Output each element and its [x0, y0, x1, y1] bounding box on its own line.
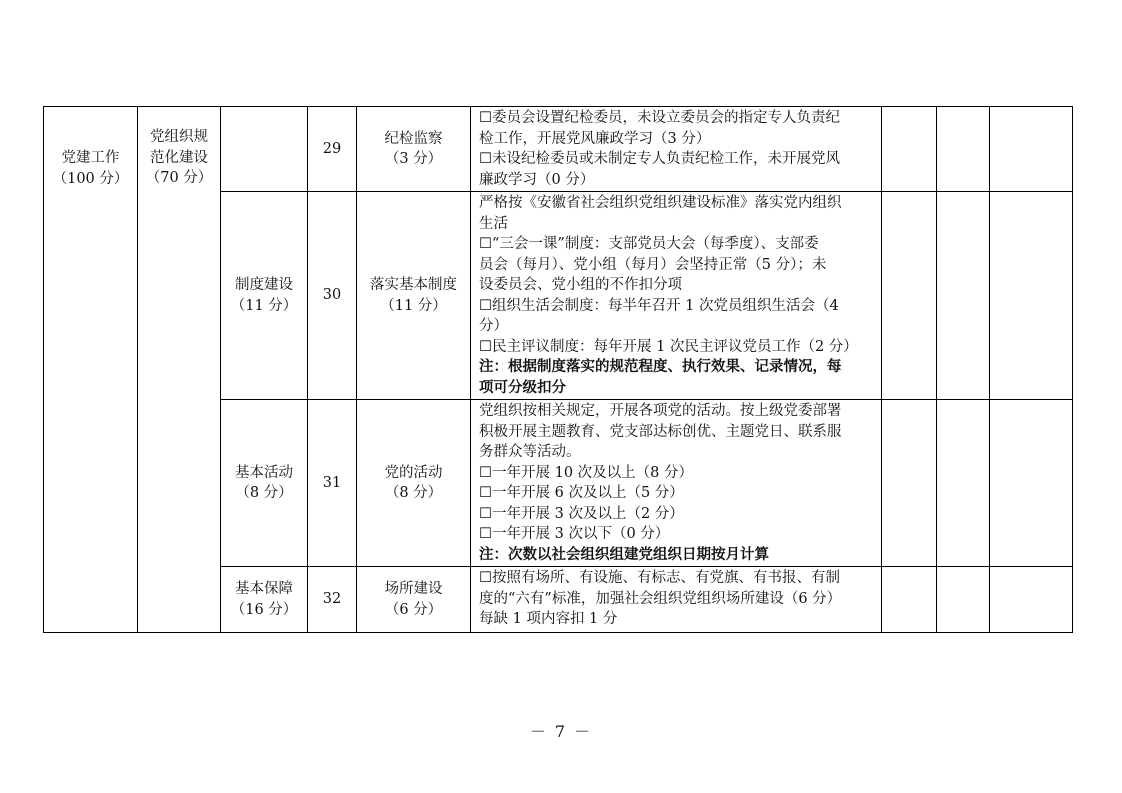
- item-score: （8 分）: [384, 485, 443, 501]
- criteria-cell: [471, 107, 882, 192]
- subcategory-cell: [138, 107, 221, 633]
- score-cell-self: [882, 107, 937, 192]
- criteria-line: ☐民主评议制度：每年开展 1 次民主评议党员工作（2 分）: [479, 338, 858, 355]
- criteria-line: 生活: [479, 215, 508, 232]
- criteria-line: 廉政学习（0 分）: [479, 171, 595, 188]
- section-cell: [221, 107, 308, 192]
- criteria-cell: [471, 192, 882, 400]
- section-cell: [221, 192, 308, 400]
- criteria-line: ☐委员会设置纪检委员，未设立委员会的指定专人负责纪: [479, 110, 840, 126]
- criteria-line: 度的“六有”标准，加强社会组织党组织场所建设（6 分）: [479, 590, 842, 607]
- criteria-line: 检工作，开展党风廉政学习（3 分）: [479, 130, 711, 147]
- criteria-line: ☐按照有场所、有设施、有标志、有党旗、有书报、有制: [479, 570, 840, 586]
- criteria-line: ☐未设纪检委员或未制定专人负责纪检工作，未开展党风: [479, 151, 840, 167]
- score-cell-self: [882, 567, 937, 633]
- criteria-note-line: 项可分级扣分: [479, 378, 566, 396]
- item-name: 落实基本制度: [370, 277, 457, 293]
- item-score: （6 分）: [384, 601, 443, 618]
- criteria-line: 党组织按相关规定，开展各项党的活动。按上级党委部署: [479, 403, 842, 419]
- item-number-cell: 32: [308, 567, 357, 633]
- item-number-cell: 30: [308, 192, 357, 400]
- score-cell-review: [937, 192, 990, 400]
- category-name: 党建工作: [61, 150, 120, 166]
- criteria-line: ☐一年开展 3 次以下（0 分）: [479, 526, 670, 542]
- criteria-line: ☐组织生活会制度：每半年召开 1 次党员组织生活会（4: [479, 297, 839, 314]
- item-cell: [357, 107, 471, 192]
- criteria-line: ☐一年开展 3 次及以上（2 分）: [479, 505, 684, 522]
- item-name: 党的活动: [384, 464, 443, 481]
- criteria-line: 设委员会、党小组的不作扣分项: [479, 277, 682, 293]
- subcategory-score: （70 分）: [145, 170, 213, 186]
- table-row: [44, 107, 1073, 192]
- criteria-line: 务群众等活动。: [479, 444, 581, 460]
- criteria-line: 严格按《安徽省社会组织党组织建设标准》落实党内组织: [479, 195, 842, 211]
- criteria-line: 分）: [479, 318, 508, 334]
- item-score: （3 分）: [384, 151, 443, 167]
- criteria-cell: [471, 400, 882, 567]
- subcategory-name-line2: 范化建设: [150, 149, 208, 166]
- subcategory-name-line1: 党组织规: [150, 129, 208, 145]
- score-cell-remarks: [990, 400, 1073, 567]
- criteria-line: ☐一年开展 6 次及以上（5 分）: [479, 485, 684, 501]
- item-number-cell: 31: [308, 400, 357, 567]
- evaluation-table: [43, 106, 1073, 633]
- section-score: （11 分）: [230, 297, 298, 314]
- score-cell-review: [937, 400, 990, 567]
- score-cell-remarks: [990, 192, 1073, 400]
- item-score: （11 分）: [380, 297, 447, 314]
- item-cell: [357, 400, 471, 567]
- criteria-line: 员会（每月）、党小组（每月）会坚持正常（5 分）；未: [479, 256, 827, 273]
- score-cell-review: [937, 107, 990, 192]
- item-cell: [357, 567, 471, 633]
- item-number-cell: 29: [308, 107, 357, 192]
- category-score: （100 分）: [52, 170, 129, 187]
- score-cell-self: [882, 192, 937, 400]
- section-name: 基本保障: [235, 581, 293, 597]
- criteria-note-line: 注：根据制度落实的规范程度、执行效果、记录情况，每: [479, 358, 842, 375]
- section-name: 制度建设: [235, 277, 293, 293]
- score-cell-remarks: [990, 567, 1073, 633]
- criteria-line: ☐一年开展 10 次及以上（8 分）: [479, 464, 694, 481]
- section-cell: [221, 567, 308, 633]
- section-name: 基本活动: [235, 464, 293, 481]
- category-cell: [44, 107, 138, 633]
- score-cell-remarks: [990, 107, 1073, 192]
- score-cell-self: [882, 400, 937, 567]
- item-name: 场所建设: [384, 581, 443, 597]
- criteria-line: 积极开展主题教育、党支部达标创优、主题党日、联系服: [479, 423, 842, 440]
- section-score: （16 分）: [230, 601, 298, 618]
- criteria-line: 每缺 1 项内容扣 1 分: [479, 611, 618, 627]
- item-cell: [357, 192, 471, 400]
- criteria-note-line: 注：次数以社会组织组建党组织日期按月计算: [479, 545, 769, 563]
- page-number: － 7 －: [529, 722, 593, 741]
- item-name: 纪检监察: [384, 130, 443, 147]
- criteria-cell: [471, 567, 882, 633]
- score-cell-review: [937, 567, 990, 633]
- section-cell: [221, 400, 308, 567]
- criteria-line: ☐“三会一课”制度：支部党员大会（每季度）、支部委: [479, 236, 819, 252]
- section-score: （8 分）: [235, 485, 293, 501]
